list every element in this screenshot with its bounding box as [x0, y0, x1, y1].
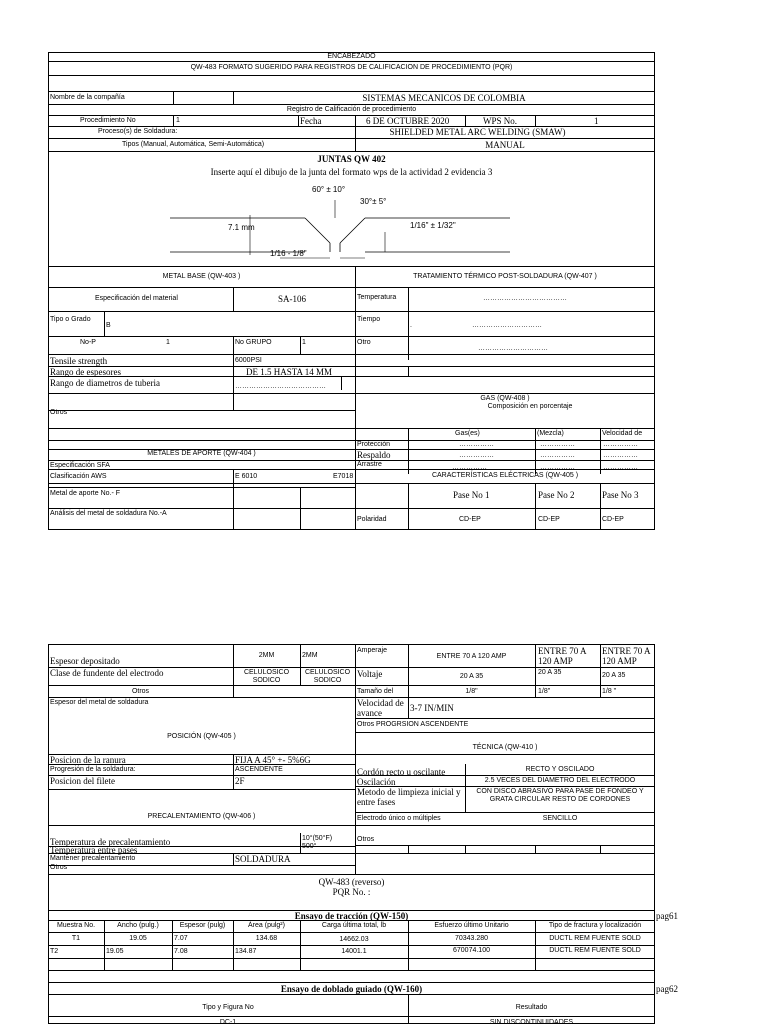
pos-ranura-label: Posicion de la ranura [50, 755, 126, 765]
fecha-label: Fecha [300, 116, 322, 126]
tipo-grado-value: B [106, 322, 111, 329]
arrastre-vel: …………… [603, 464, 638, 471]
arrastre-mezcla: …………… [540, 464, 575, 471]
tiempo-value: ………………………… [472, 322, 542, 329]
table-cell: DUCTL REM FUENTE SOLD [549, 947, 641, 954]
voltaje-value1: 20 A 35 [459, 673, 484, 680]
table-cell: 19.05 [129, 935, 147, 942]
clase-label: Clase de fundente del electrodo [50, 668, 164, 678]
table-cell: 134.87 [235, 948, 257, 955]
pos-ranura-value: FIJA A 45° +- 5%6G [235, 755, 311, 765]
rango-diam-label: Rango de diametros de tuberia [50, 378, 160, 388]
traccion-header-esfuerzo: Esfuerzo último Unitario [434, 922, 509, 929]
thickness-label: 7.1 mm [228, 223, 255, 232]
polaridad-value1: CD-EP [459, 516, 481, 523]
velocidad-label: Velocidad de [602, 430, 643, 437]
table-cell: T1 [71, 935, 81, 942]
table-cell: 19.05 [106, 948, 124, 955]
doblado-title: Ensayo de doblado guiado (QW-160) [280, 984, 423, 994]
proteccion-label: Protección [357, 441, 391, 448]
caracteristicas-title: CARACTERÍSTICAS ELÉCTRICAS (QW-405 ) [431, 472, 579, 479]
tamano-value3: 1/8 " [602, 688, 617, 695]
rango-esp-value: DE 1.5 HASTA 14 MM [246, 367, 333, 377]
especificacion-value: SA-106 [278, 294, 307, 304]
traccion-header-area: Área (pulg²) [248, 922, 285, 929]
procesos-label: Proceso(s) de Soldadura: [98, 128, 178, 135]
table-cell: 7.08 [174, 948, 188, 955]
precal-title: PRECALENTAMIENTO (QW-406 ) [147, 813, 256, 820]
page61-label: pag61 [656, 911, 678, 921]
traccion-title: Ensayo de tracción (QW-150) [294, 911, 409, 921]
table-cell: T2 [50, 948, 59, 955]
tensile-label: Tensile strength [50, 356, 108, 366]
amperaje-value1: ENTRE 70 A 120 AMP [436, 653, 507, 660]
temp-precal-value: 10°(50°F) [302, 835, 333, 842]
header-subtitle: QW-483 FORMATO SUGERIDO PARA REGISTROS DE CALIFICACION DE PROCEDIMIENTO (PQR) [190, 64, 513, 71]
gap-label: 1/16 - 1/8" [270, 249, 307, 258]
traccion-header-fractura: Tipo de fractura y localización [548, 922, 642, 929]
arrastre-gas: …………… [452, 464, 487, 471]
temperatura-label: Temperatura [357, 294, 397, 301]
pase2-label: Pase No 2 [538, 490, 575, 500]
resultado-label: Resultado [515, 1004, 548, 1011]
metal-base-title: METAL BASE (QW-403 ) [162, 273, 241, 280]
amperaje-label: Amperaje [357, 647, 387, 654]
electrodo-value: SENCILLO [542, 815, 578, 822]
tipos-value: MANUAL [485, 140, 525, 150]
tiempo-dot: . [410, 322, 412, 329]
temp-entre-label: Temperatura entre pases [50, 845, 138, 855]
angle1-label: 60° ± 10° [312, 185, 346, 194]
pase1-label: Pase No 1 [453, 490, 490, 500]
nogrupo-value: 1 [302, 339, 306, 346]
limpieza-label: Metodo de limpieza inicial y entre fases [357, 787, 461, 807]
velocidad-label: Velocidad de avance [357, 698, 404, 718]
metal-f-label: Metal de aporte No.- F [50, 490, 121, 497]
espesor-metal-label: Espesor del metal de soldadura [50, 699, 149, 706]
oscilacion-label: Oscilación [357, 777, 396, 787]
electrodo-label: Electrodo único o múltiples [357, 815, 441, 822]
fecha-value: 6 DE OCTUBRE 2020 [366, 116, 450, 126]
company-label: Nombre de la compañía [50, 94, 125, 101]
gas-subtitle: Composición en porcentaje [487, 403, 573, 410]
mezcla-label: (Mezcla) [537, 430, 564, 437]
rango-diam-value: ………………………………… [235, 383, 326, 390]
polaridad-value2: CD-EP [538, 516, 560, 523]
respaldo-label: Respaldo [357, 450, 391, 460]
traccion-header-muestra: Muestra No. [56, 922, 96, 929]
doblado-row-type: DC-1 [219, 1019, 237, 1026]
traccion-header-espesor: Espesor (pulg) [179, 922, 226, 929]
amperaje-value3: ENTRE 70 A 120 AMP [602, 646, 651, 666]
tipos-label: Tipos (Manual, Automática, Semi-Automática) [122, 141, 265, 148]
gases-label: Gas(es) [455, 430, 480, 437]
otro-value: ………………………… [478, 345, 548, 352]
juntas-instruction: Inserte aquí el dibujo de la junta del formato wps de la actividad 2 evidencia 3 [210, 167, 493, 177]
voltaje-label: Voltaje [357, 669, 383, 679]
doblado-row-result: SIN DISCONTINUIDADES [489, 1019, 574, 1026]
table-cell: 70343.280 [454, 935, 489, 942]
analisis-label: Análisis del metal de soldadura No.-A [50, 510, 167, 517]
procedimiento-value: 1 [176, 117, 180, 124]
cordon-value: RECTO Y OSCILADO [525, 766, 595, 773]
proteccion-vel: …………… [603, 441, 638, 448]
aws-value1: E 6010 [235, 473, 258, 480]
sfa-label: Especificación SFA [50, 462, 110, 469]
otros-label2: Otros [357, 836, 375, 843]
procesos-value: SHIELDED METAL ARC WELDING (SMAW) [389, 127, 566, 137]
rango-esp-label: Rango de espesores [50, 367, 121, 377]
reverso-label: QW-483 (reverso) [318, 877, 385, 887]
tamano-value2: 1/8" [538, 688, 551, 695]
page62-label: pag62 [656, 984, 678, 994]
company-value: SISTEMAS MECANICOS DE COLOMBIA [362, 93, 526, 103]
arrastre-label: Arrastre [357, 461, 382, 468]
espesor-dep-value2: 2MM [302, 652, 318, 659]
especificacion-label: Especificación del material [95, 295, 178, 302]
clase-value2: CELULOSICO SODICO [304, 669, 351, 684]
clase-value1: CELULOSICO SODICO [243, 669, 290, 684]
temp-entre-value: 500° [302, 843, 317, 850]
header-title: ENCABEZADO [327, 53, 376, 60]
progresion-value: ASCENDENTE [235, 766, 283, 773]
oscilacion-value: 2.5 VECES DEL DIAMETRO DEL ELECTRODO [484, 777, 636, 784]
tipo-figura-label: Tipo y Figura No [202, 1004, 254, 1011]
otros-label: Otros [131, 688, 150, 695]
registro-label: Registro de Calificación de procedimiento [286, 106, 417, 113]
table-cell: 134.68 [255, 935, 278, 942]
wps-value: 1 [594, 116, 599, 126]
tensile-value: 6000PSI [235, 357, 262, 364]
nop-value: 1 [166, 339, 170, 346]
traccion-header-carga: Carga última total, lb [321, 922, 387, 929]
gas-title: GAS (QW-408 ) [480, 395, 530, 402]
tiempo-label: Tiempo [357, 316, 381, 323]
otros-label: Otros [50, 409, 68, 416]
espesor-dep-value1: 2MM [258, 652, 275, 659]
progresion-label: Progresión de la soldadura: [50, 766, 136, 773]
tecnica-title: TÉCNICA (QW-410 ) [472, 744, 538, 751]
procedimiento-label: Procedimiento No [80, 117, 136, 124]
amperaje-value2: ENTRE 70 A 120 AMP [538, 646, 587, 666]
nop-label: No-P [80, 339, 96, 346]
proteccion-mezcla: …………… [540, 441, 575, 448]
metales-title: METALES DE APORTE (QW-404 ) [147, 450, 256, 457]
pos-filete-label: Posicion del filete [50, 776, 115, 786]
otro-label: Otro [357, 339, 371, 346]
otros-label3: Otros [50, 864, 68, 871]
tratamiento-title: TRATAMIENTO TÉRMICO POST-SOLDADURA (QW-407 ) [413, 273, 597, 280]
mantener-value: SOLDADURA [235, 854, 291, 864]
respaldo-vel: …………… [603, 452, 638, 459]
temp-precal-label: Temperatura de precalentamiento [50, 837, 171, 847]
pqr-no-label: PQR No. : [332, 887, 371, 897]
aws-label: Clasificación AWS [50, 473, 107, 480]
mantener-label: Mantener precalentamiento [50, 855, 136, 862]
polaridad-value3: CD-EP [602, 516, 624, 523]
espesor-dep-label: Espesor depositado [50, 656, 120, 666]
velocidad-value: 3-7 IN/MIN [410, 703, 454, 713]
angle2-label: 30°± 5° [360, 197, 387, 206]
polaridad-label: Polaridad [357, 516, 387, 523]
posicion-title: POSICIÓN (QW-405 ) [167, 733, 236, 740]
table-cell: 7.07 [174, 935, 188, 942]
table-cell: DUCTL REM FUENTE SOLD [549, 935, 641, 942]
juntas-title: JUNTAS QW 402 [317, 154, 386, 164]
pos-filete-value: 2F [235, 776, 245, 786]
table-cell: 670074.100 [453, 947, 490, 954]
nogrupo-label: No GRUPO [235, 339, 272, 346]
proteccion-gas: …………… [459, 441, 494, 448]
voltaje-value3: 20 A 35 [602, 672, 626, 679]
traccion-header-ancho: Ancho (pulg.) [117, 922, 159, 929]
aws-value2: E7018 [333, 473, 354, 480]
table-cell: 14001.1 [341, 948, 367, 955]
table-cell: 14662.03 [339, 936, 369, 943]
root-face-label: 1/16" ± 1/32" [410, 221, 456, 230]
temperatura-value: ……………………………… [483, 295, 567, 302]
otros-progresion: Otros PROGRSION ASCENDENTE [357, 721, 469, 728]
cordon-label: Cordón recto u oscilante [357, 767, 446, 777]
pase3-label: Pase No 3 [602, 490, 639, 500]
respaldo-gas: …………… [459, 452, 494, 459]
wps-label: WPS No. [483, 116, 518, 126]
tipo-grado-label: Tipo o Grado [50, 316, 91, 323]
voltaje-value2: 20 A 35 [538, 669, 562, 676]
tamano-value1: 1/8" [465, 688, 478, 695]
respaldo-mezcla: …………… [540, 452, 575, 459]
limpieza-value: CON DISCO ABRASIVO PARA PASE DE FONDEO Y GRATA CIRCULAR RESTO DE CORDONES [476, 788, 644, 803]
tamano-label: Tamaño del [357, 688, 394, 695]
